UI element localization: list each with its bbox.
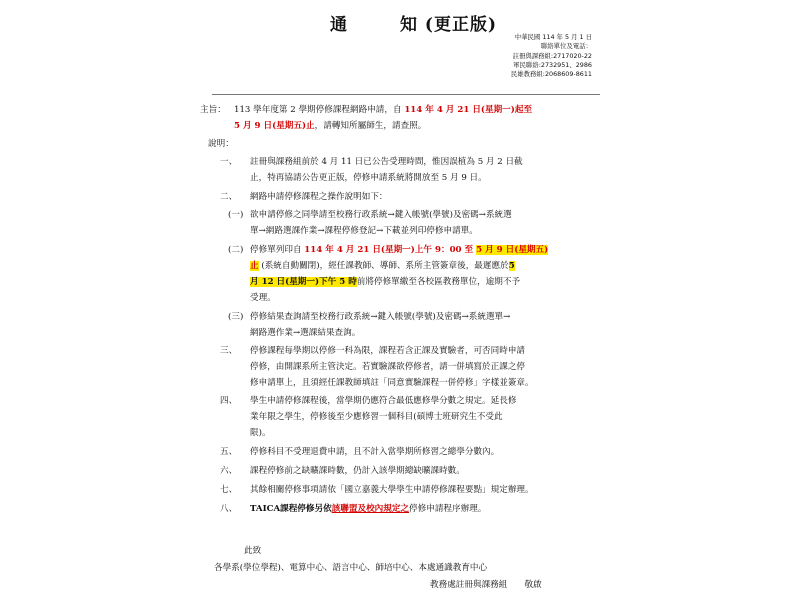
- sub-item-number: (一): [228, 210, 244, 220]
- notice-body: [200, 103, 614, 577]
- item-text: 停修科目不受理退費申請，且不計入當學期所修習之總學分數內。: [250, 447, 500, 457]
- subject-date-end: 5 月 9 日(星期五)止: [234, 121, 315, 131]
- item-number: 五、: [220, 447, 238, 457]
- item-number: 六、: [220, 466, 238, 476]
- contact-military: 軍民聯絡:2732951、2986: [513, 60, 592, 69]
- item-text: 停修單列印自: [250, 245, 305, 255]
- item-text: 業年限之學生，停修後至少應修習一個科目(碩博士班研究生不受此: [250, 412, 503, 422]
- item-text: 前將停修單繳至各校區教務單位，逾期不予: [356, 277, 521, 287]
- item-number: 四、: [220, 396, 238, 406]
- subject-text-end: ，請轉知所屬師生，請查照。: [314, 121, 427, 131]
- title-left: 通: [330, 15, 348, 35]
- subject-date-start: 114 年 4 月 21 日(星期一)起至: [404, 105, 533, 115]
- item-text: 其餘相關停修事項請依「國立嘉義大學學生申請停修課程要點」規定辦理。: [250, 485, 534, 495]
- deadline-part: 5: [508, 261, 515, 271]
- print-end-date: 5 月 9 日(星期五): [476, 245, 549, 255]
- item-text: 註冊與課務組前於 4 月 11 日已公告受理時間，惟因誤植為 5 月 2 日截: [250, 157, 523, 167]
- contact-minxiong: 民雄教務組:2068609-8611: [510, 70, 592, 79]
- item-text: TAICA課程停修另依: [250, 504, 332, 514]
- closing-cizhi: [214, 544, 614, 561]
- sub-item-number: (二): [228, 245, 244, 255]
- title-right: 知 (更正版): [400, 15, 498, 35]
- item-text: 停修申請程序辦理。: [409, 504, 487, 514]
- print-start-date: 114 年 4 月 21 日(星期一)上午 9：00 至: [304, 245, 477, 255]
- item-text: (系統自動關閉)，經任課教師、導師、系所主管簽章後，最遲應於: [258, 261, 509, 271]
- explain-row: [208, 137, 614, 155]
- item-5: [214, 445, 614, 464]
- item-text: 單→網路選課作業→課程停修登記→下載並列印停修申請單。: [250, 226, 478, 236]
- item-text: 停修課程每學期以停修一科為限，課程若含正課及實驗者，可否同時申請: [250, 346, 526, 356]
- item-text: 受理。: [250, 293, 276, 303]
- item-8: [214, 502, 614, 521]
- item-number: 一、: [220, 157, 238, 167]
- item-text: 學生申請停修課程後，當學期仍應符合最低應修學分數之規定。延長修: [250, 396, 517, 406]
- closing-phrase: 此致: [244, 546, 262, 556]
- item-3: [214, 344, 614, 360]
- contact-registration: 註冊與課務組:2717020-22: [512, 51, 592, 60]
- divider: [212, 94, 600, 95]
- item-1: [214, 155, 614, 171]
- item-text: 網路選作業→選課結果查詢。: [250, 328, 361, 338]
- contact-unit: 聯絡單位及電話：: [540, 42, 592, 51]
- item-number: 七、: [220, 485, 238, 495]
- recipient-list: 各學系(學位學程)、電算中心、語言中心、師培中心、本處通識教育中心: [214, 563, 488, 573]
- contact-info: [511, 33, 592, 79]
- sub-item-2: [214, 243, 614, 259]
- item-text: 欲申請停修之同學請至校務行政系統→鍵入帳號(學號)及密碼→系統選: [250, 210, 512, 220]
- sub-item-number: (三): [228, 312, 244, 322]
- print-end-suffix: 止: [250, 261, 259, 271]
- item-number: 二、: [220, 192, 238, 202]
- item-4: [214, 394, 614, 410]
- item-number: 三、: [220, 346, 238, 356]
- item-7: [214, 483, 614, 502]
- taica-rule-link: 該聯盟及校內規定之: [331, 504, 410, 514]
- issue-date: 中華民國 114 年 5 月 1 日: [514, 33, 592, 41]
- item-text: 修申請單上，且須經任課教師填註「同意實驗課程一併停修」字樣並簽章。: [250, 378, 534, 388]
- subject-line-1: [200, 103, 614, 119]
- item-text: 止，特再協請公告更正版，停修申請系統將開放至 5 月 9 日。: [250, 173, 487, 183]
- signer: 教務處註冊與課務組 敬啟: [430, 580, 542, 590]
- subject-label: 主旨：: [200, 105, 226, 115]
- item-text: 限)。: [250, 428, 271, 438]
- sub-item-1: [214, 208, 614, 224]
- subject-text: 113 學年度第 2 學期停修課程網路申請，自: [234, 105, 405, 115]
- recipients: [214, 561, 614, 577]
- item-text: 網路申請停修課程之操作說明如下：: [250, 192, 388, 202]
- item-6: [214, 464, 614, 483]
- item-2: [214, 190, 614, 208]
- sub-item-3: [214, 310, 614, 326]
- item-text: 停修結果查詢請至校務行政系統→鍵入帳號(學號)及密碼→系統選單→: [250, 312, 511, 322]
- explain-label: 說明：: [208, 139, 234, 149]
- subject-line-2: [214, 119, 614, 137]
- item-text: 課程停修前之缺曠課時數，仍計入該學期總缺曠課時數。: [250, 466, 465, 476]
- submission-deadline: 月 12 日(星期一)下午 5 時: [250, 277, 357, 287]
- item-number: 八、: [220, 504, 238, 514]
- notice-title: [330, 10, 497, 35]
- item-text: 停修，由開課系所主管決定。若實驗課欲停修者，請一併填寫於正課之停: [250, 362, 526, 372]
